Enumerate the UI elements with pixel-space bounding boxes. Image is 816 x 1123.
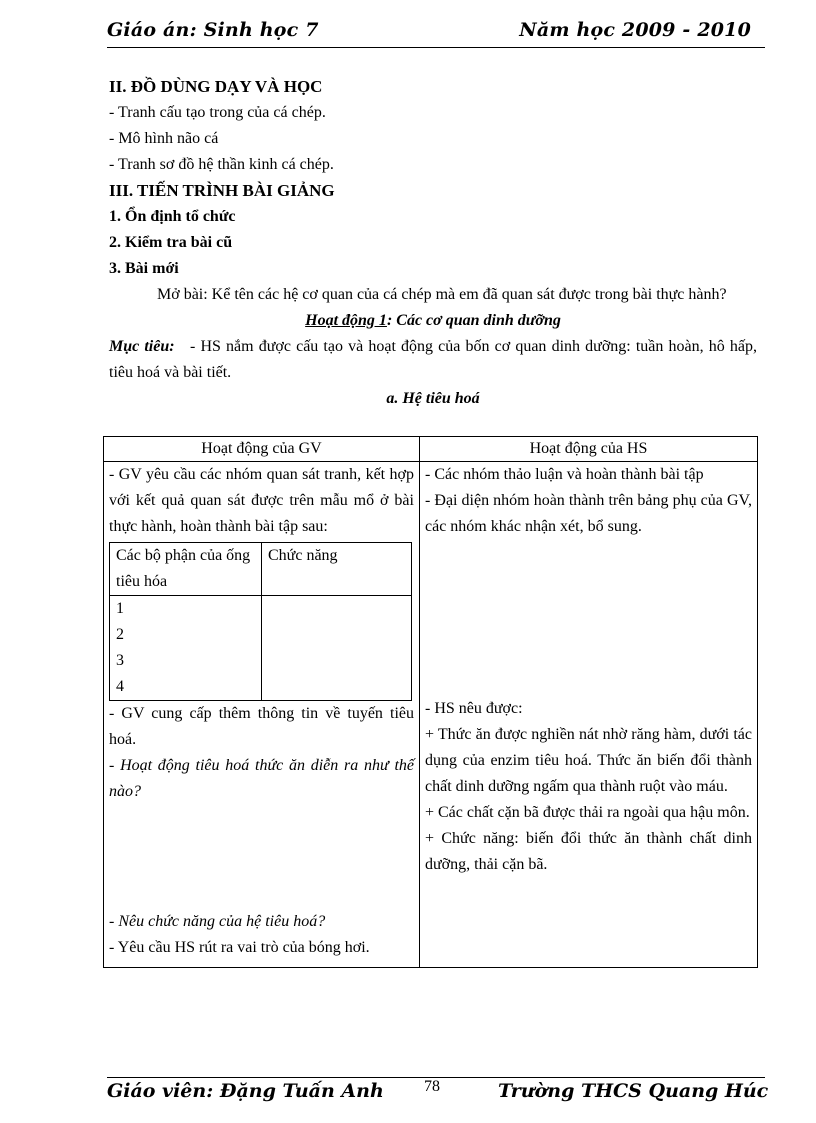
step-1: 1. Ổn định tổ chức bbox=[109, 208, 236, 225]
header-school-year: Năm học 2009 - 2010 bbox=[519, 19, 751, 41]
gv-instruction: - GV yêu cầu các nhóm quan sát tranh, kết hợp với kết quả quan sát được trên mẫu mổ ở bài thực hành, hoàn thành bài tập sau: bbox=[109, 466, 414, 535]
exercise-header-function: Chức năng bbox=[262, 543, 412, 596]
activity-1-title bbox=[109, 308, 757, 334]
footer-school: Trường THCS Quang Húc bbox=[498, 1080, 769, 1102]
objective-label: Mục tiêu: bbox=[109, 338, 175, 355]
materials-item-2: - Mô hình não cá bbox=[109, 130, 219, 147]
exercise-row-4: 4 bbox=[116, 678, 124, 695]
exercise-header-parts: Các bộ phận của ống tiêu hóa bbox=[110, 543, 262, 596]
page-number: 78 bbox=[424, 1078, 440, 1095]
hs-response-1: - Các nhóm thảo luận và hoàn thành bài tập bbox=[424, 466, 704, 483]
spacer-bottom bbox=[109, 961, 414, 967]
hs-response-3: - HS nêu được: bbox=[424, 700, 523, 717]
lesson-intro: Mở bài: Kể tên các hệ cơ quan của cá chép mà em đã quan sát được trong bài thực hành? bbox=[157, 286, 727, 303]
activity-1-title-text: : Các cơ quan dinh dưỡng bbox=[386, 312, 561, 329]
hs-response-4: + Thức ăn được nghiền nát nhờ răng hàm, dưới tác dụng của enzim tiêu hoá. Thức ăn biến đổi thành chất dinh dưỡng ngấm qua thành ruột vào máu. bbox=[424, 726, 752, 795]
section-2-title: II. ĐỒ DÙNG DẠY VÀ HỌC bbox=[109, 77, 323, 96]
hs-response-5: + Các chất cặn bã được thải ra ngoài qua hậu môn. bbox=[424, 804, 750, 821]
gv-question-3: - Yêu cầu HS rút ra vai trò của bóng hơi. bbox=[109, 939, 370, 956]
section-3-title: III. TIẾN TRÌNH BÀI GIẢNG bbox=[109, 181, 335, 200]
hs-response-6: + Chức năng: biến đổi thức ăn thành chất dinh dưỡng, thải cặn bã. bbox=[424, 830, 752, 873]
exercise-function-blank bbox=[262, 596, 412, 701]
document-body bbox=[109, 74, 757, 412]
gv-question-2: - Nêu chức năng của hệ tiêu hoá? bbox=[109, 913, 326, 930]
spacer bbox=[109, 805, 414, 909]
hs-response-2: - Đại diện nhóm hoàn thành trên bảng phụ của GV, các nhóm khác nhận xét, bổ sung. bbox=[424, 492, 752, 535]
activity-1-label: Hoạt động 1 bbox=[305, 312, 387, 329]
step-3: 3. Bài mới bbox=[109, 260, 179, 277]
activity-1-objective bbox=[109, 334, 757, 386]
exercise-rows bbox=[110, 596, 262, 701]
footer-teacher: Giáo viên: Đặng Tuấn Anh bbox=[107, 1080, 384, 1102]
materials-item-1: - Tranh cấu tạo trong của cá chép. bbox=[109, 104, 326, 121]
teacher-activity-cell bbox=[104, 462, 420, 968]
materials-item-3: - Tranh sơ đồ hệ thần kinh cá chép. bbox=[109, 156, 334, 173]
exercise-table bbox=[109, 542, 412, 701]
gv-info: - GV cung cấp thêm thông tin về tuyến tiêu hoá. bbox=[109, 705, 414, 748]
gv-question-1: - Hoạt động tiêu hoá thức ăn diễn ra như thế nào? bbox=[109, 757, 414, 800]
exercise-row-3: 3 bbox=[116, 652, 124, 669]
objective-text: - HS nắm được cấu tạo và hoạt động của bốn cơ quan dinh dưỡng: tuần hoàn, hô hấp, tiêu hoá và bài tiết. bbox=[109, 338, 758, 381]
exercise-row-2: 2 bbox=[116, 626, 124, 643]
spacer bbox=[425, 540, 752, 696]
step-2: 2. Kiểm tra bài cũ bbox=[109, 234, 233, 251]
exercise-row-1: 1 bbox=[116, 600, 124, 617]
header-teacher-activity: Hoạt động của GV bbox=[104, 437, 420, 462]
student-activity-cell bbox=[419, 462, 757, 968]
page-header bbox=[107, 18, 765, 48]
header-subject: Giáo án: Sinh học 7 bbox=[107, 19, 319, 41]
subsection-title: a. Hệ tiêu hoá bbox=[386, 390, 480, 407]
header-student-activity: Hoạt động của HS bbox=[419, 437, 757, 462]
activity-table bbox=[103, 436, 758, 968]
